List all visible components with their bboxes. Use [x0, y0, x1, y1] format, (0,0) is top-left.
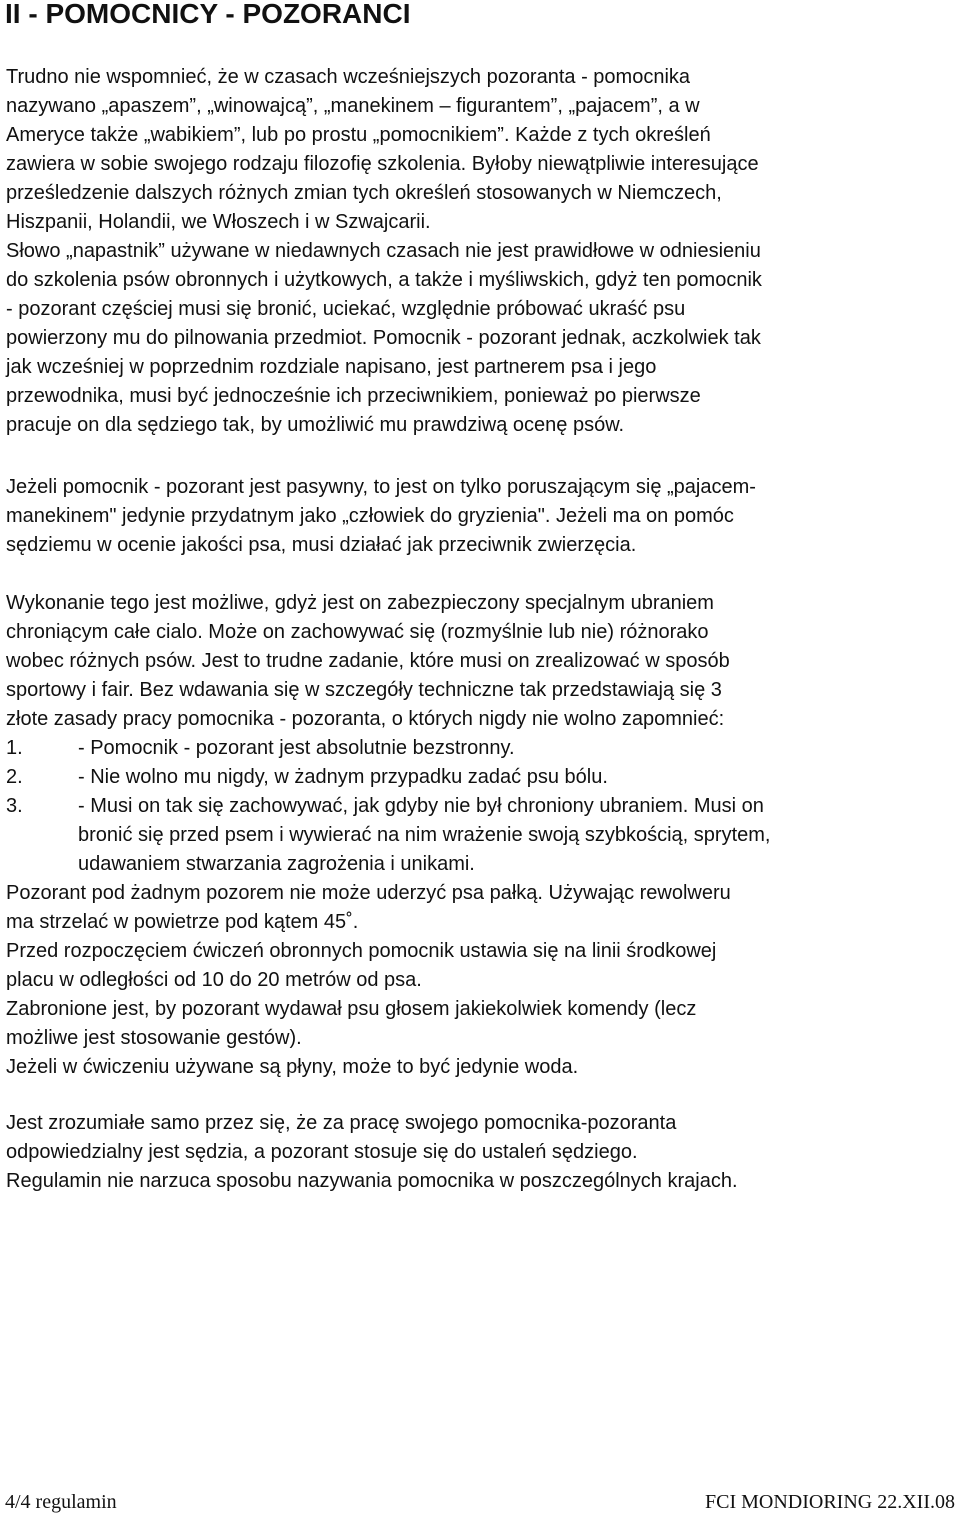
rule-number: 2.	[6, 766, 23, 788]
text-line: Jeżeli w ćwiczeniu używane są płyny, może to być jedynie woda.	[6, 1056, 579, 1078]
text-line: - pozorant częściej musi się bronić, uciekać, względnie próbować ukraść psu	[6, 298, 686, 320]
rule-item	[6, 763, 956, 792]
intro-paragraph	[6, 63, 956, 440]
text-line: wobec różnych psów. Jest to trudne zadanie, które musi on zrealizować w sposób	[6, 650, 730, 672]
rule-text: - Pomocnik - pozorant jest absolutnie bezstronny.	[78, 737, 515, 759]
footer-document-title: FCI MONDIORING 22.XII.08	[705, 1491, 955, 1513]
text-line: sportowy i fair. Bez wdawania się w szczegóły techniczne tak przedstawiają się 3	[6, 679, 722, 701]
golden-rules-section	[6, 589, 956, 1082]
text-line: Trudno nie wspomnieć, że w czasach wcześniejszych pozoranta - pomocnika	[6, 66, 691, 88]
text-line: przewodnika, musi być jednocześnie ich przeciwnikiem, ponieważ po pierwsze	[6, 385, 701, 407]
text-line: Ameryce także „wabikiem”, lub po prostu „pomocnikiem”. Każde z tych określeń	[6, 124, 711, 146]
text-line: Zabronione jest, by pozorant wydawał psu głosem jakiekolwiek komendy (lecz	[6, 998, 697, 1020]
rule-number: 3.	[6, 795, 23, 817]
rule-text: - Nie wolno mu nigdy, w żadnym przypadku zadać psu bólu.	[78, 766, 608, 788]
text-line: Hiszpanii, Holandii, we Włoszech i w Szwajcarii.	[6, 211, 431, 233]
page-title: II - POMOCNICY - POZORANCI	[5, 0, 411, 29]
text-line: Pozorant pod żadnym pozorem nie może uderzyć psa pałką. Używając rewolweru	[6, 882, 731, 904]
text-line: Jest zrozumiałe samo przez się, że za pracę swojego pomocnika-pozoranta	[6, 1112, 677, 1134]
text-line: placu w odległości od 10 do 20 metrów od psa.	[6, 969, 422, 991]
rule-number: 1.	[6, 737, 23, 759]
text-line: Jeżeli pomocnik - pozorant jest pasywny, to jest on tylko poruszającym się „pajacem-	[6, 476, 756, 498]
text-line: sędziemu w ocenie jakości psa, musi działać jak przeciwnik zwierzęcia.	[6, 534, 637, 556]
text-line: Regulamin nie narzuca sposobu nazywania pomocnika w poszczególnych krajach.	[6, 1170, 738, 1192]
text-line: Wykonanie tego jest możliwe, gdyż jest on zabezpieczony specjalnym ubraniem	[6, 592, 714, 614]
text-line: możliwe jest stosowanie gestów).	[6, 1027, 302, 1049]
text-line: manekinem" jedynie przydatnym jako „człowiek do gryzienia". Jeżeli ma on pomóc	[6, 505, 734, 527]
closing-paragraph	[6, 1109, 956, 1196]
rule-text: - Musi on tak się zachowywać, jak gdyby nie był chroniony ubraniem. Musi on	[78, 795, 764, 817]
text-line: pracuje on dla sędziego tak, by umożliwić mu prawdziwą ocenę psów.	[6, 414, 625, 436]
rule-text: bronić się przed psem i wywierać na nim wrażenie swoją szybkością, sprytem,	[78, 824, 771, 846]
text-line: chroniącym całe cialo. Może on zachowywać się (rozmyślnie lub nie) różnorako	[6, 621, 709, 643]
text-line: prześledzenie dalszych różnych zmian tych określeń stosowanych w Niemczech,	[6, 182, 722, 204]
rule-item	[6, 734, 956, 763]
text-line: odpowiedzialny jest sędzia, a pozorant stosuje się do ustaleń sędziego.	[6, 1141, 638, 1163]
rule-text: udawaniem stwarzania zagrożenia i unikami.	[78, 853, 475, 875]
rule-item	[6, 792, 956, 879]
text-line: powierzony mu do pilnowania przedmiot. Pomocnik - pozorant jednak, aczkolwiek tak	[6, 327, 761, 349]
text-line: zawiera w sobie swojego rodzaju filozofię szkolenia. Byłoby niewątpliwie interesujące	[6, 153, 759, 175]
text-line: Przed rozpoczęciem ćwiczeń obronnych pomocnik ustawia się na linii środkowej	[6, 940, 717, 962]
footer-page-number: 4/4 regulamin	[5, 1491, 117, 1513]
text-line: ma strzelać w powietrze pod kątem 45˚.	[6, 911, 359, 933]
text-line: jak wcześniej w poprzednim rozdziale napisano, jest partnerem psa i jego	[6, 356, 657, 378]
text-line: złote zasady pracy pomocnika - pozoranta, o których nigdy nie wolno zapomnieć:	[6, 708, 725, 730]
text-line: Słowo „napastnik” używane w niedawnych czasach nie jest prawidłowe w odniesieniu	[6, 240, 761, 262]
text-line: do szkolenia psów obronnych i użytkowych, a także i myśliwskich, gdyż ten pomocnik	[6, 269, 762, 291]
passive-helper-paragraph	[6, 473, 956, 560]
text-line: nazywano „apaszem”, „winowajcą”, „manekinem – figurantem”, „pajacem”, a w	[6, 95, 700, 117]
